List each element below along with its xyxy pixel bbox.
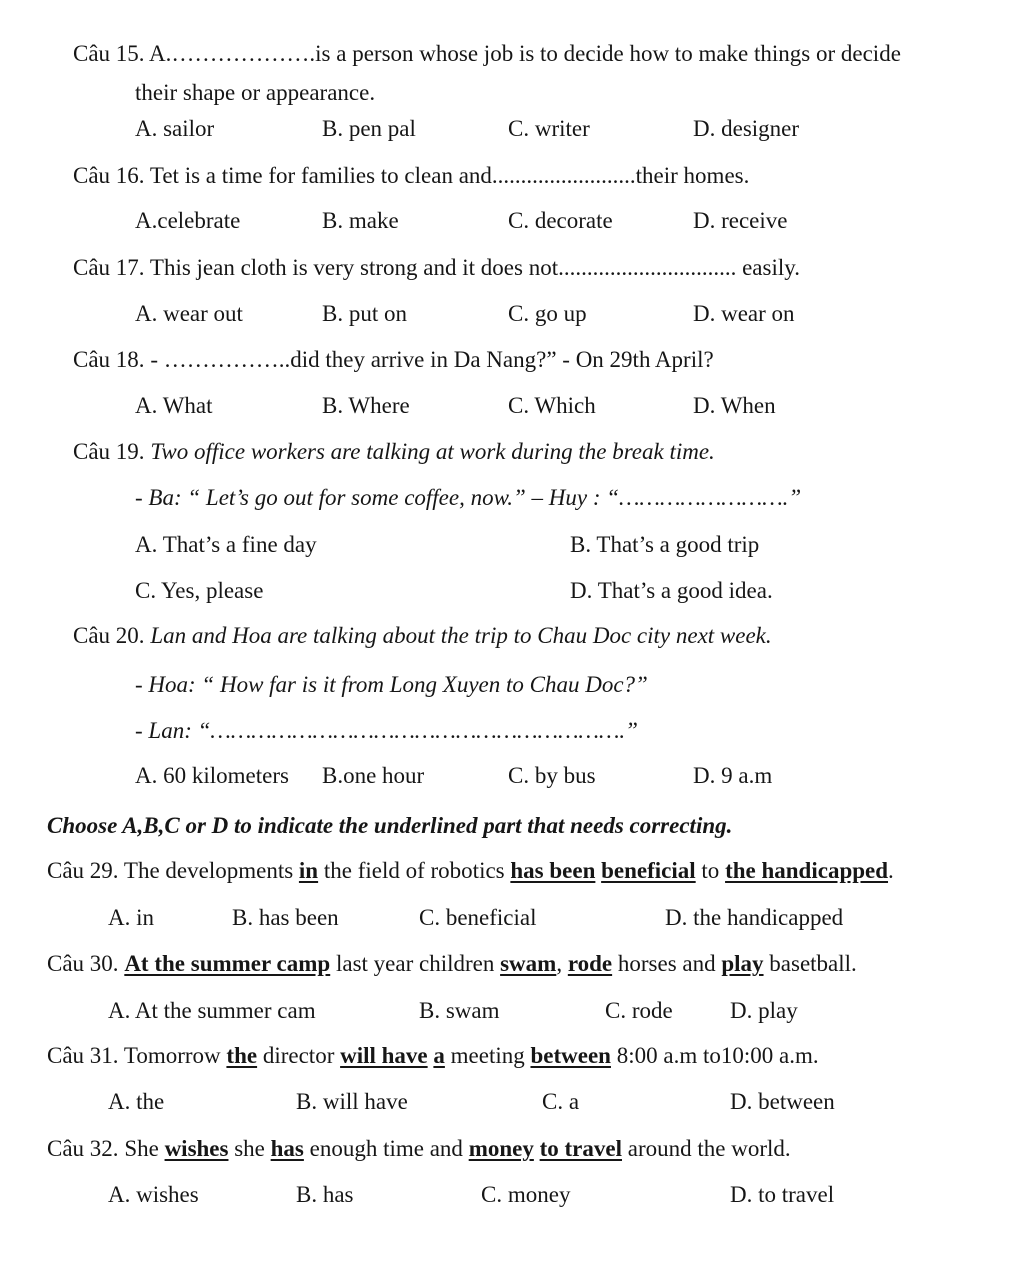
question-31-stem — [47, 1041, 819, 1071]
question-18-option-a[interactable]: A. What — [135, 393, 213, 418]
question-19-stem — [73, 437, 715, 467]
question-32-underlined-a: wishes — [164, 1136, 229, 1161]
question-20-option-a[interactable]: A. 60 kilometers — [135, 763, 289, 788]
question-30-option-c[interactable]: C. rode — [605, 998, 673, 1023]
question-29-underlined-a: in — [298, 858, 319, 883]
question-15-stem — [73, 39, 901, 69]
question-17-option-a[interactable]: A. wear out — [135, 301, 243, 326]
question-17-label: Câu 17. — [73, 255, 145, 280]
question-18-option-d[interactable]: D. When — [693, 393, 776, 418]
question-20-dialog-2-text: - Lan: “ — [135, 718, 211, 743]
question-15-option-c[interactable]: C. writer — [508, 116, 590, 141]
question-32-text-5: around the world. — [622, 1136, 791, 1161]
question-20-option-c[interactable]: C. by bus — [508, 763, 596, 788]
question-18-option-c[interactable]: C. Which — [508, 393, 596, 418]
question-29-option-c[interactable]: C. beneficial — [419, 905, 537, 930]
question-16-option-a[interactable]: A.celebrate — [135, 208, 241, 233]
question-18-option-b[interactable]: B. Where — [322, 393, 410, 418]
question-15-option-d[interactable]: D. designer — [693, 116, 800, 141]
question-20-blank: ……………………………………………………. — [210, 718, 626, 743]
question-30-underlined-b: swam — [500, 951, 557, 976]
question-30-text-1: last year children — [330, 951, 501, 976]
question-30-text-2: , — [556, 951, 568, 976]
question-20-option-d[interactable]: D. 9 a.m — [693, 763, 773, 788]
question-29-text-2: the field of robotics — [318, 858, 511, 883]
question-31-option-b[interactable]: B. will have — [296, 1089, 408, 1114]
question-17-option-c[interactable]: C. go up — [508, 301, 587, 326]
question-17-option-b[interactable]: B. put on — [322, 301, 407, 326]
question-15-stem-line2: their shape or appearance. — [135, 80, 376, 105]
question-31-underlined-c: a — [433, 1043, 445, 1068]
question-32-option-b[interactable]: B. has — [296, 1182, 354, 1207]
question-29-underlined-c: beneficial — [601, 858, 696, 883]
question-32-text-3: enough time and — [303, 1136, 469, 1161]
question-20-stem — [73, 621, 772, 651]
question-19-option-b[interactable]: B. That’s a good trip — [570, 532, 760, 557]
question-17-option-d[interactable]: D. wear on — [693, 301, 795, 326]
question-19-option-c[interactable]: C. Yes, please — [135, 578, 264, 603]
question-30-option-a[interactable]: A. At the summer cam — [108, 998, 316, 1023]
question-30-option-d[interactable]: D. play — [730, 998, 798, 1023]
question-20-dialog-2 — [135, 716, 638, 746]
question-19-prompt: Two office workers are talking at work during the break time. — [150, 439, 715, 464]
question-32-text-2: she — [228, 1136, 271, 1161]
question-30-stem — [47, 949, 857, 979]
question-29-underlined-d: the handicapped — [725, 858, 889, 883]
question-19-blank: ……………………. — [619, 485, 789, 510]
question-32-text-1: She — [124, 1136, 165, 1161]
question-15-blank: ………………. — [171, 41, 316, 66]
question-31-option-c[interactable]: C. a — [542, 1089, 580, 1114]
question-16-option-b[interactable]: B. make — [322, 208, 399, 233]
question-32-underlined-b: has — [270, 1136, 304, 1161]
question-30-label: Câu 30. — [47, 951, 119, 976]
question-17-text-b: easily. — [736, 255, 800, 280]
question-31-text-2: director — [257, 1043, 341, 1068]
question-31-label: Câu 31. — [47, 1043, 119, 1068]
question-18-blank: …………….. — [163, 347, 291, 372]
question-29-option-a[interactable]: A. in — [108, 905, 154, 930]
question-29-text-5: . — [888, 858, 894, 883]
question-30-text-3: horses and — [612, 951, 722, 976]
question-32-option-c[interactable]: C. money — [481, 1182, 571, 1207]
question-17-stem — [73, 253, 800, 283]
question-29-label: Câu 29. — [47, 858, 119, 883]
question-17-blank: ............................... — [558, 255, 737, 280]
question-15-option-b[interactable]: B. pen pal — [322, 116, 416, 141]
question-20-prompt: Lan and Hoa are talking about the trip to Chau Doc city next week. — [150, 623, 772, 648]
question-31-underlined-a: the — [226, 1043, 258, 1068]
question-32-underlined-c: money — [468, 1136, 534, 1161]
question-17-text-a: This jean cloth is very strong and it does not — [149, 255, 559, 280]
question-29-text-1: The developments — [123, 858, 299, 883]
question-32-label: Câu 32. — [47, 1136, 119, 1161]
question-30-text-4: basetball. — [763, 951, 857, 976]
question-30-underlined-a: At the summer camp — [124, 951, 331, 976]
question-29-underlined-b: has been — [510, 858, 596, 883]
question-15-text-b: is a person whose job is to decide how to make things or decide — [315, 41, 901, 66]
section-heading: Choose A,B,C or D to indicate the underlined part that needs correcting. — [47, 813, 733, 838]
question-16-text-b: their homes. — [635, 163, 750, 188]
question-15-label: Câu 15. — [73, 41, 145, 66]
question-31-option-d[interactable]: D. between — [730, 1089, 835, 1114]
question-16-stem — [73, 161, 749, 191]
question-16-blank: ......................... — [491, 163, 636, 188]
question-16-text-a: Tet is a time for families to clean and — [149, 163, 492, 188]
question-18-text-a: - — [150, 347, 164, 372]
question-31-text-5: 8:00 a.m to10:00 a.m. — [610, 1043, 819, 1068]
question-20-close-quote: ” — [625, 718, 638, 743]
question-20-dialog-1: - Hoa: “ How far is it from Long Xuyen to Chau Doc?” — [135, 672, 648, 697]
question-18-stem — [73, 345, 714, 375]
question-16-option-d[interactable]: D. receive — [693, 208, 788, 233]
question-32-underlined-d: to travel — [539, 1136, 622, 1161]
question-29-option-b[interactable]: B. has been — [232, 905, 339, 930]
question-19-dialog-text: - Ba: “ Let’s go out for some coffee, now.” – Huy : “ — [135, 485, 620, 510]
question-15-option-a[interactable]: A. sailor — [135, 116, 215, 141]
question-31-underlined-b: will have — [340, 1043, 428, 1068]
question-15-text-a: A. — [149, 41, 172, 66]
question-30-option-b[interactable]: B. swam — [419, 998, 500, 1023]
question-32-option-a[interactable]: A. wishes — [108, 1182, 199, 1207]
question-19-option-d[interactable]: D. That’s a good idea. — [570, 578, 773, 603]
question-31-option-a[interactable]: A. the — [108, 1089, 165, 1114]
question-31-underlined-d: between — [530, 1043, 611, 1068]
question-29-text-4: to — [695, 858, 726, 883]
question-30-underlined-d: play — [721, 951, 764, 976]
question-20-option-b[interactable]: B.one hour — [322, 763, 425, 788]
question-18-label: Câu 18. — [73, 347, 145, 372]
question-29-stem — [47, 856, 894, 886]
question-31-text-4: meeting — [444, 1043, 531, 1068]
question-31-text-1: Tomorrow — [123, 1043, 227, 1068]
question-16-label: Câu 16. — [73, 163, 145, 188]
question-32-option-d[interactable]: D. to travel — [730, 1182, 835, 1207]
question-20-label: Câu 20. — [73, 623, 145, 648]
question-32-stem — [47, 1134, 791, 1164]
question-18-text-b: did they arrive in Da Nang?” - On 29th April? — [290, 347, 714, 372]
question-19-label: Câu 19. — [73, 439, 145, 464]
question-19-option-a[interactable]: A. That’s a fine day — [135, 532, 317, 557]
question-19-close-quote: ” — [788, 485, 802, 510]
question-19-dialog — [135, 483, 801, 513]
question-16-option-c[interactable]: C. decorate — [508, 208, 613, 233]
question-30-underlined-c: rode — [567, 951, 613, 976]
question-29-option-d[interactable]: D. the handicapped — [665, 905, 844, 930]
